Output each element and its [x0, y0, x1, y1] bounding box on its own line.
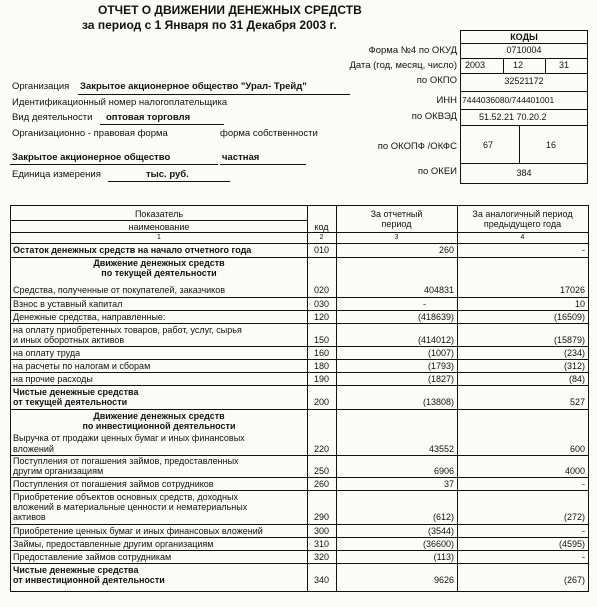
col-num-3: 3: [394, 234, 399, 241]
row-code: 190: [313, 374, 330, 384]
row-code: 310: [313, 539, 330, 549]
row-name: другим организациям: [13, 466, 104, 476]
org-label: Организация: [12, 81, 70, 92]
row-current: (1793): [427, 361, 454, 371]
col-code: код: [314, 222, 329, 232]
col-current-2: период: [381, 219, 412, 229]
col-name-2: наименование: [128, 222, 190, 232]
row-name: Чистые денежные средства: [13, 387, 139, 397]
report-title: ОТЧЕТ О ДВИЖЕНИИ ДЕНЕЖНЫХ СРЕДСТВ: [98, 3, 362, 17]
activity-value: оптовая торговля: [106, 112, 191, 123]
row-code: 160: [313, 348, 330, 358]
row-current: 6906: [433, 466, 454, 476]
row-prev: 10: [574, 299, 585, 309]
row-prev: 17026: [559, 285, 585, 295]
row-current: 43552: [428, 444, 454, 454]
row-prev: 4000: [564, 466, 585, 476]
row-prev: (15879): [553, 335, 585, 345]
row-prev: (272): [563, 512, 585, 522]
legal-form-label: Организационно - правовая форма: [12, 128, 168, 139]
col-current-1: За отчетный: [370, 209, 423, 219]
report-period: за период с 1 Января по 31 Декабря 2003 г.: [82, 18, 337, 32]
row-name: Предоставление займов сотрудникам: [13, 552, 172, 562]
row-code: 300: [313, 526, 330, 536]
row-current: (113): [433, 552, 454, 562]
row-name: активов: [13, 512, 46, 522]
row-name: Выручка от продажи ценных бумаг и иных финансовых: [13, 433, 245, 443]
row-current: (414012): [417, 335, 454, 345]
row-prev: -: [582, 552, 585, 562]
form-code: 0710004: [506, 45, 542, 55]
row-current: 9626: [433, 575, 454, 585]
row-name: на прочие расходы: [13, 374, 93, 384]
okpo-label: по ОКПО: [416, 75, 457, 86]
section-heading: Движение денежных средств: [93, 258, 225, 268]
col-prev-2: предыдущего года: [483, 219, 562, 229]
okopf-code: 67: [483, 140, 494, 150]
row-prev: -: [582, 479, 585, 489]
date-day: 31: [559, 60, 570, 70]
ownership-value: частная: [222, 152, 260, 163]
section-heading: Движение денежных средств: [93, 411, 225, 421]
okfs-code: 16: [546, 140, 557, 150]
row-name: от инвестиционной деятельности: [13, 575, 165, 585]
row-name: и иных оборотных активов: [13, 335, 125, 345]
ownership-label: форма собственности: [220, 128, 318, 139]
okopf-label: по ОКОПФ /ОКФС: [377, 141, 457, 152]
row-name: Взнос в уставный капитал: [13, 299, 123, 309]
unit-label: Единица измерения: [12, 169, 101, 180]
row-prev: 527: [569, 397, 585, 407]
col-prev-1: За аналогичный период: [472, 209, 573, 219]
row-name: на оплату приобретенных товаров, работ, услуг, сырья: [13, 325, 242, 335]
codes-box: [460, 30, 588, 184]
date-label: Дата (год, месяц, число): [349, 60, 457, 71]
row-prev: (16509): [553, 312, 585, 322]
row-current: (612): [432, 512, 454, 522]
row-name: Приобретение объектов основных средств, доходных: [13, 492, 238, 502]
row-code: 200: [313, 397, 330, 407]
row-current: (418639): [417, 312, 454, 322]
okei-label: по ОКЕИ: [417, 166, 457, 177]
row-prev: -: [582, 526, 585, 536]
row-code: 180: [313, 361, 330, 371]
section-heading: по текущей деятельности: [101, 268, 217, 278]
row-current: 260: [438, 245, 454, 255]
okei-code: 384: [516, 168, 532, 178]
row-code: 260: [313, 479, 330, 489]
row-prev: (267): [563, 575, 585, 585]
org-value: Закрытое акционерное общество "Урал- Трейд": [80, 81, 307, 92]
section-heading: по инвестиционной деятельности: [82, 421, 236, 431]
row-name: вложений в материальные ценности и нематериальных: [13, 502, 248, 512]
okved-code: 51.52.21 70.20.2: [479, 112, 547, 122]
row-code: 120: [313, 312, 330, 322]
row-code: 020: [313, 285, 330, 295]
row-name: вложений: [13, 444, 54, 454]
row-code: 220: [313, 444, 330, 454]
row-prev: (84): [568, 374, 585, 384]
cash-flow-table: [10, 205, 589, 592]
row-name: Поступления от погашения займов сотрудников: [13, 479, 214, 489]
col-num-2: 2: [319, 234, 324, 241]
row-code: 010: [313, 245, 330, 255]
row-name: Приобретение ценных бумаг и иных финансовых вложений: [13, 526, 263, 536]
row-code: 340: [313, 575, 330, 585]
col-num-4: 4: [520, 234, 525, 241]
row-code: 150: [313, 335, 330, 345]
okpo-code: 32521172: [504, 76, 544, 86]
row-name: Займы, предоставленные другим организациям: [13, 539, 214, 549]
row-name: Денежные средства, направленные:: [13, 312, 166, 322]
col-name-1: Показатель: [134, 209, 184, 219]
inn-code: 7444036080/744401001: [462, 95, 555, 105]
row-current: (3544): [427, 526, 454, 536]
col-num-1: 1: [157, 234, 161, 241]
row-code: 250: [313, 466, 330, 476]
date-year: 2003: [465, 60, 486, 70]
row-prev: (234): [563, 348, 585, 358]
activity-label: Вид деятельности: [12, 112, 93, 123]
form-label: Форма №4 по ОКУД: [368, 45, 457, 56]
row-current: (1827): [427, 374, 454, 384]
codes-heading: КОДЫ: [510, 32, 538, 42]
row-prev: -: [582, 245, 585, 255]
row-name: Поступления от погашения займов, предоставленных: [13, 456, 239, 466]
row-name: от текущей деятельности: [13, 397, 128, 407]
inn-row-label: Идентификационный номер налогоплательщика: [12, 97, 228, 108]
row-current: -: [423, 299, 426, 309]
date-month: 12: [513, 60, 524, 70]
row-code: 320: [313, 552, 330, 562]
row-name: на оплату труда: [13, 348, 81, 358]
row-name: на расчеты по налогам и сборам: [13, 361, 151, 371]
row-prev: (312): [563, 361, 585, 371]
row-prev: (4595): [558, 539, 585, 549]
unit-value: тыс. руб.: [146, 169, 189, 180]
okved-label: по ОКВЭД: [411, 111, 457, 122]
row-current: (1007): [427, 348, 454, 358]
row-current: 404831: [423, 285, 454, 295]
row-name: Чистые денежные средства: [13, 565, 139, 575]
row-current: (36600): [422, 539, 454, 549]
inn-label: ИНН: [436, 95, 457, 106]
row-current: (13808): [422, 397, 454, 407]
row-prev: 600: [569, 444, 585, 454]
row-name: Средства, полученные от покупателей, заказчиков: [13, 285, 225, 295]
legal-form-value: Закрытое акционерное общество: [12, 152, 171, 163]
row-code: 290: [313, 512, 330, 522]
row-current: 37: [443, 479, 454, 489]
row-name: Остаток денежных средств на начало отчетного года: [13, 245, 252, 255]
row-code: 030: [313, 299, 330, 309]
